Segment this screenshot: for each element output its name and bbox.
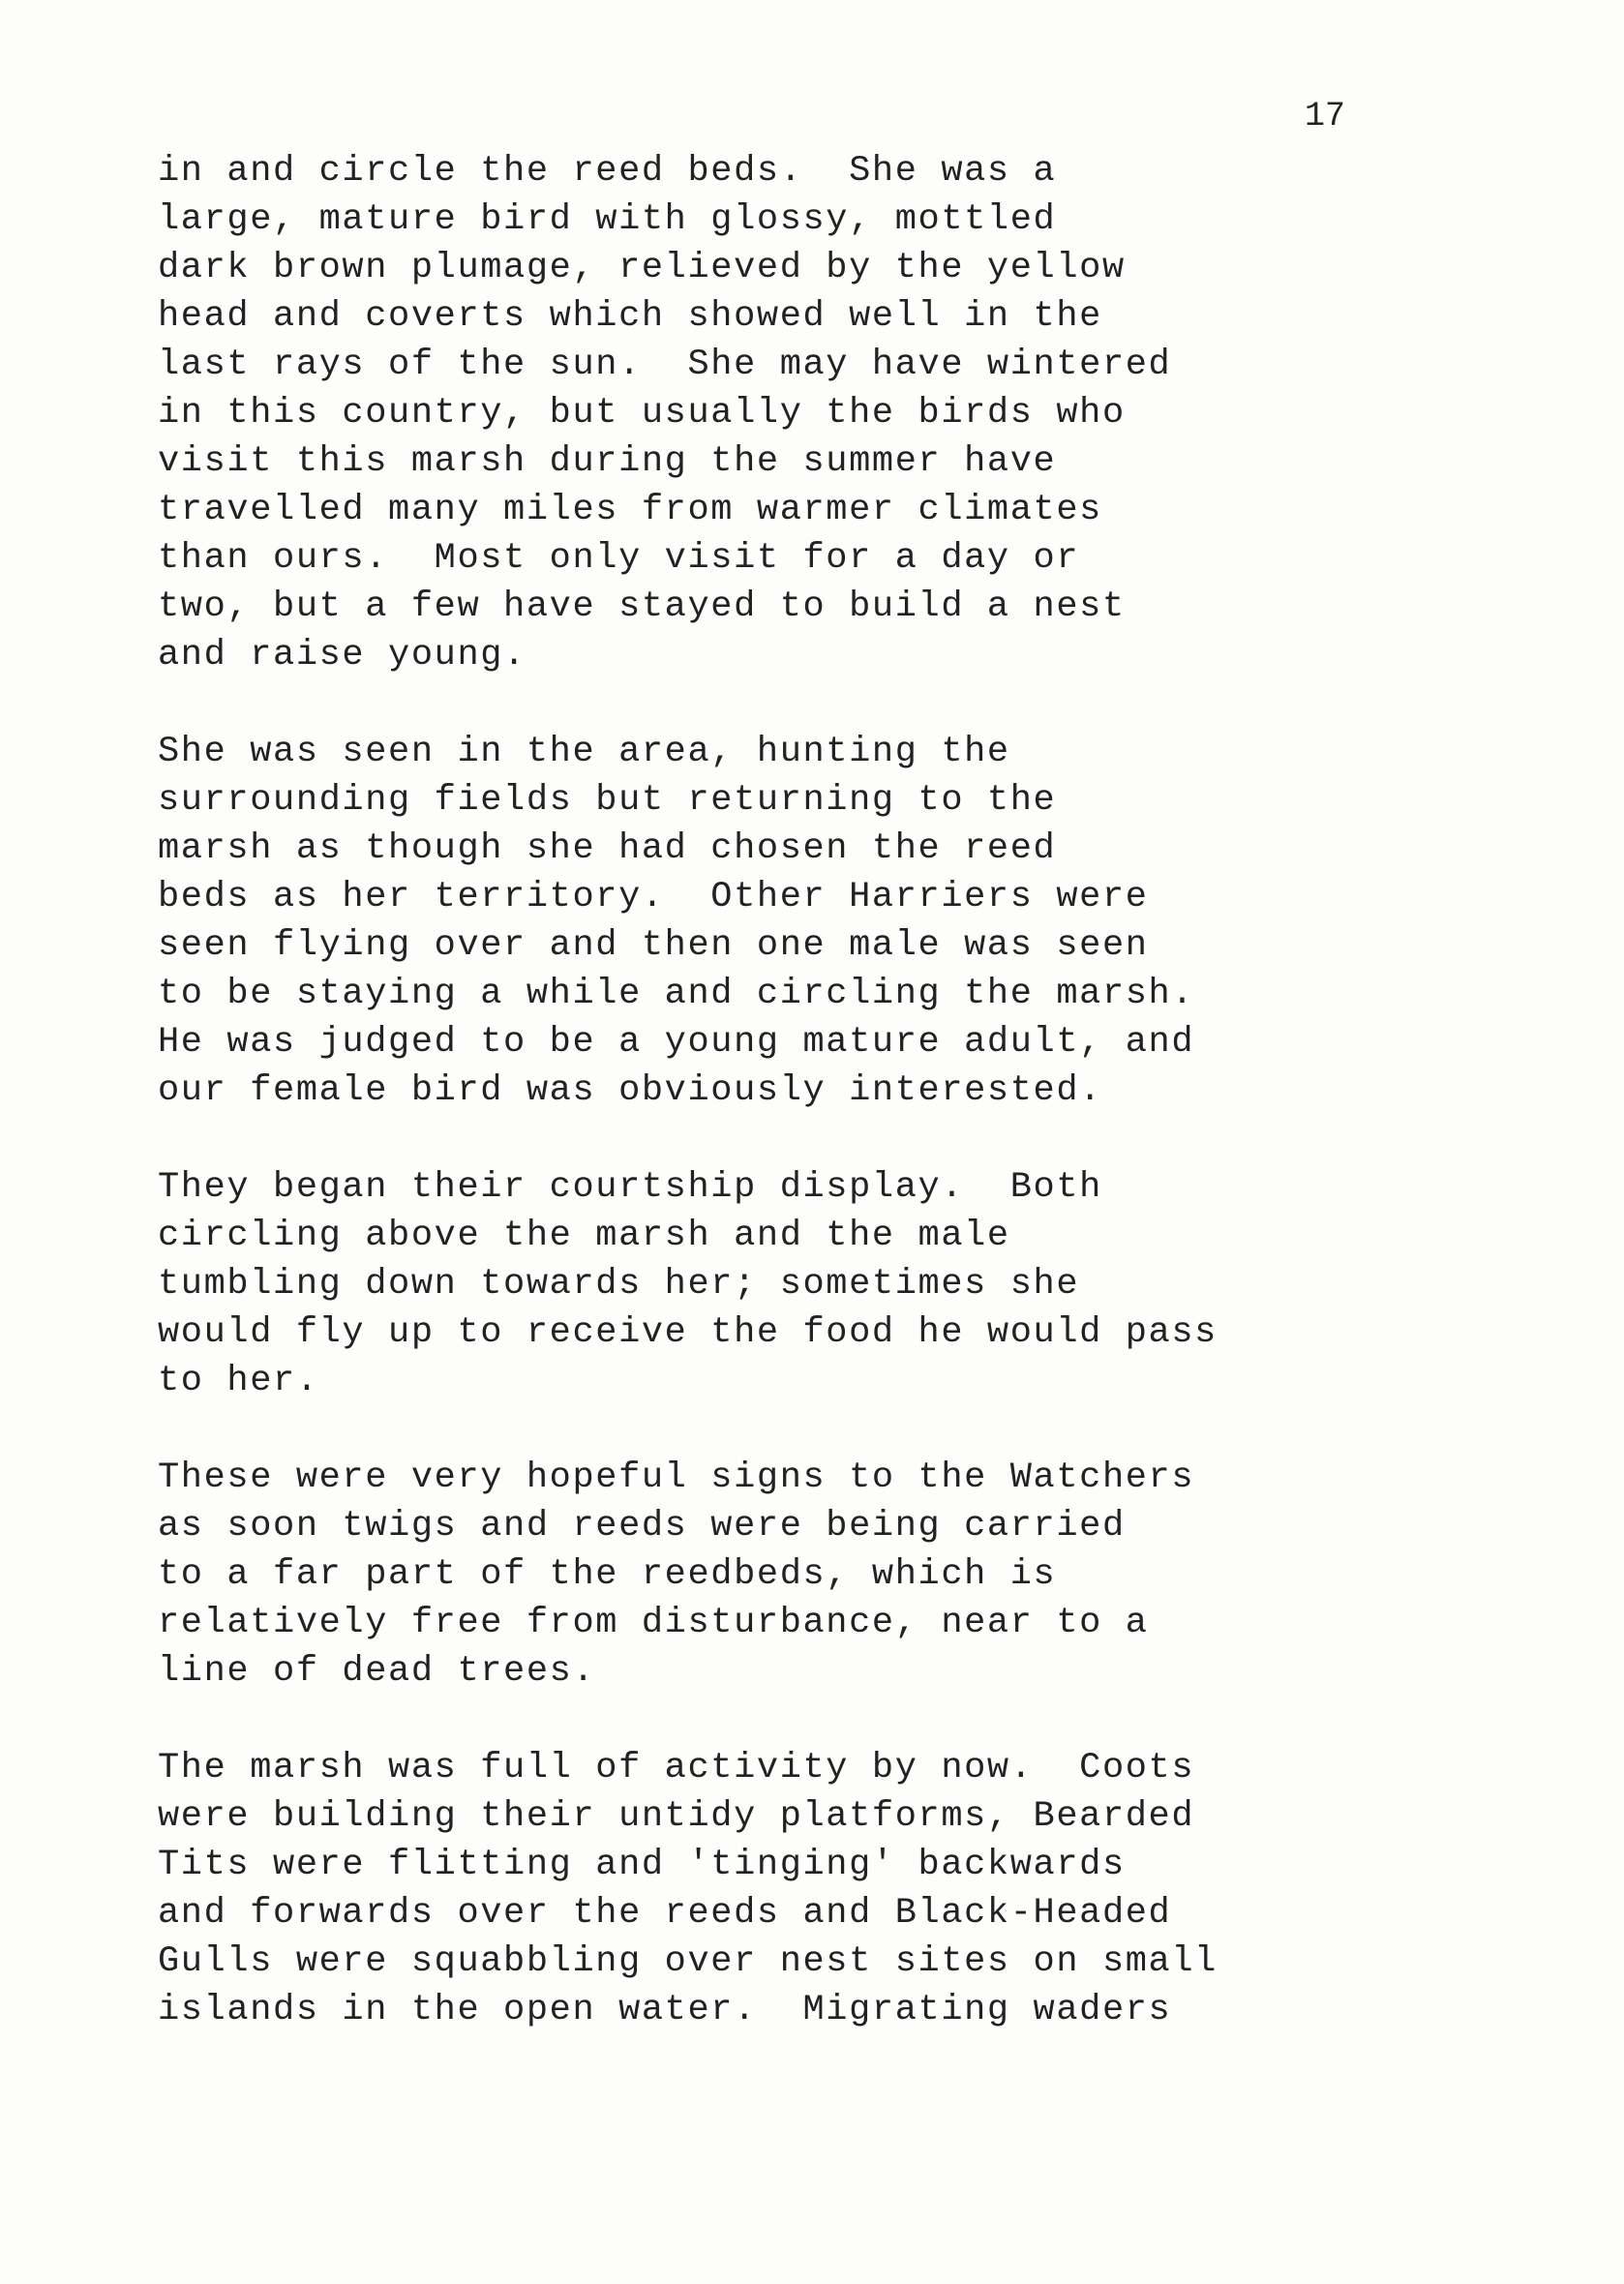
body-text xyxy=(158,147,1513,2083)
text-line: He was judged to be a young mature adult, and xyxy=(158,1022,1195,1063)
text-line: our female bird was obviously interested. xyxy=(158,1070,1102,1111)
text-line: beds as her territory. Other Harriers were xyxy=(158,877,1149,917)
text-line: in and circle the reed beds. She was a xyxy=(158,151,1057,192)
text-line: to a far part of the reedbeds, which is xyxy=(158,1554,1057,1595)
text-line: relatively free from disturbance, near to a xyxy=(158,1603,1149,1643)
text-line: large, mature bird with glossy, mottled xyxy=(158,199,1057,240)
text-line: line of dead trees. xyxy=(158,1651,596,1692)
text-line: visit this marsh during the summer have xyxy=(158,441,1057,482)
text-line: as soon twigs and reeds were being carried xyxy=(158,1506,1126,1547)
text-line: They began their courtship display. Both xyxy=(158,1167,1102,1208)
text-line: two, but a few have stayed to build a nest xyxy=(158,586,1126,627)
paragraph xyxy=(158,147,1513,679)
text-line: dark brown plumage, relieved by the yellow xyxy=(158,248,1126,288)
text-line: and forwards over the reeds and Black-Headed xyxy=(158,1893,1172,1934)
text-line: to be staying a while and circling the marsh. xyxy=(158,974,1195,1014)
paragraph xyxy=(158,1163,1513,1405)
text-line: head and coverts which showed well in the xyxy=(158,296,1102,337)
text-line: were building their untidy platforms, Bearded xyxy=(158,1796,1195,1837)
text-line: would fly up to receive the food he would pass xyxy=(158,1312,1218,1353)
text-line: The marsh was full of activity by now. Coots xyxy=(158,1748,1195,1788)
text-line: seen flying over and then one male was seen xyxy=(158,925,1149,966)
text-line: to her. xyxy=(158,1361,319,1401)
text-line: circling above the marsh and the male xyxy=(158,1216,1010,1256)
text-line: Tits were flitting and 'tinging' backwards xyxy=(158,1845,1126,1885)
paragraph xyxy=(158,1454,1513,1696)
text-line: She was seen in the area, hunting the xyxy=(158,732,1010,772)
text-line: marsh as though she had chosen the reed xyxy=(158,828,1057,869)
paragraph xyxy=(158,1744,1513,2034)
text-line: in this country, but usually the birds who xyxy=(158,393,1126,434)
text-line: Gulls were squabbling over nest sites on small xyxy=(158,1941,1218,1982)
text-line: islands in the open water. Migrating waders xyxy=(158,1990,1172,2030)
text-line: tumbling down towards her; sometimes she xyxy=(158,1264,1080,1305)
text-line: and raise young. xyxy=(158,635,526,676)
text-line: travelled many miles from warmer climates xyxy=(158,490,1102,530)
text-line: surrounding fields but returning to the xyxy=(158,780,1057,821)
page-number: 17 xyxy=(1305,97,1346,135)
text-line: than ours. Most only visit for a day or xyxy=(158,538,1080,579)
text-line: These were very hopeful signs to the Watchers xyxy=(158,1458,1195,1498)
paragraph xyxy=(158,728,1513,1115)
text-line: last rays of the sun. She may have wintered xyxy=(158,345,1172,385)
